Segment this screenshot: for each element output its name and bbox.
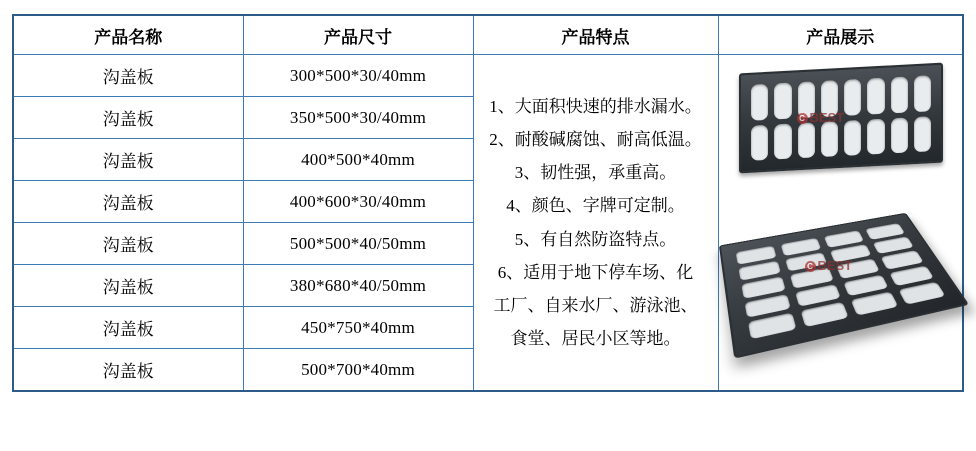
product-name: 沟盖板 <box>13 349 243 392</box>
product-size: 500*500*40/50mm <box>243 223 473 265</box>
product-name: 沟盖板 <box>13 307 243 349</box>
feature-line: 1、大面积快速的排水漏水。 <box>489 96 702 116</box>
grate-slot <box>850 291 898 315</box>
product-size: 380*680*40/50mm <box>243 265 473 307</box>
product-features-cell <box>473 55 718 392</box>
table-body <box>13 55 963 392</box>
header-product-size: 产品尺寸 <box>243 15 473 55</box>
product-size: 350*500*30/40mm <box>243 97 473 139</box>
product-name: 沟盖板 <box>13 139 243 181</box>
product-size: 400*500*40mm <box>243 139 473 181</box>
watermark-text: BEST <box>817 257 853 273</box>
watermark-dot-icon: C <box>805 261 816 272</box>
grate-slot <box>913 75 930 111</box>
grate-slot <box>880 250 923 269</box>
grate-slot <box>867 77 884 113</box>
grate-slot <box>890 117 907 153</box>
grate-slot <box>751 83 768 119</box>
header-product-name: 产品名称 <box>13 15 243 55</box>
product-name: 沟盖板 <box>13 97 243 139</box>
grate-slot <box>890 76 907 112</box>
feature-line: 2、耐酸碱腐蚀、耐高低温。 <box>489 130 702 150</box>
feature-line: 3、韧性强，承重高。 <box>514 163 677 183</box>
grate-slot <box>774 82 791 118</box>
table-header <box>13 15 963 55</box>
grate-slot <box>800 302 848 327</box>
header-row <box>13 15 963 55</box>
grate-slot <box>748 312 797 339</box>
product-showcase-cell <box>718 55 963 392</box>
product-name: 沟盖板 <box>13 181 243 223</box>
header-product-showcase: 产品展示 <box>718 15 963 55</box>
grate-slot <box>820 120 837 156</box>
grate-slot <box>898 281 945 304</box>
grate-slot <box>774 123 791 159</box>
feature-line: 食堂、居民小区等地。 <box>510 328 681 348</box>
grate-image-bottom <box>727 198 943 348</box>
watermark-top <box>797 110 845 125</box>
grate-slot <box>797 121 814 157</box>
product-size: 450*750*40mm <box>243 307 473 349</box>
product-size: 300*500*30/40mm <box>243 55 473 97</box>
watermark-bottom <box>805 258 853 273</box>
product-size: 400*600*30/40mm <box>243 181 473 223</box>
watermark-text: BEST <box>809 109 845 125</box>
header-product-features: 产品特点 <box>473 15 718 55</box>
feature-line: 5、有自然防盗特点。 <box>514 229 677 249</box>
feature-line: 6、适用于地下停车场、化 <box>497 262 694 282</box>
grate-slots-bottom <box>735 223 945 339</box>
product-name: 沟盖板 <box>13 55 243 97</box>
feature-line: 4、颜色、字牌可定制。 <box>506 196 685 216</box>
grate-slot <box>751 124 768 160</box>
table-row <box>13 55 963 97</box>
product-name: 沟盖板 <box>13 265 243 307</box>
grate-slot <box>867 118 884 154</box>
feature-line: 工厂、自来水厂、游泳池、 <box>493 295 698 315</box>
watermark-dot-icon: C <box>797 113 808 124</box>
showcase-images <box>719 58 963 388</box>
grate-body <box>718 212 968 358</box>
grate-slot <box>844 119 861 155</box>
grate-slot <box>865 223 905 240</box>
product-size: 500*700*40mm <box>243 349 473 392</box>
grate-slot <box>844 78 861 114</box>
product-name: 沟盖板 <box>13 223 243 265</box>
product-spec-table <box>12 14 964 392</box>
grate-slot <box>913 115 930 151</box>
